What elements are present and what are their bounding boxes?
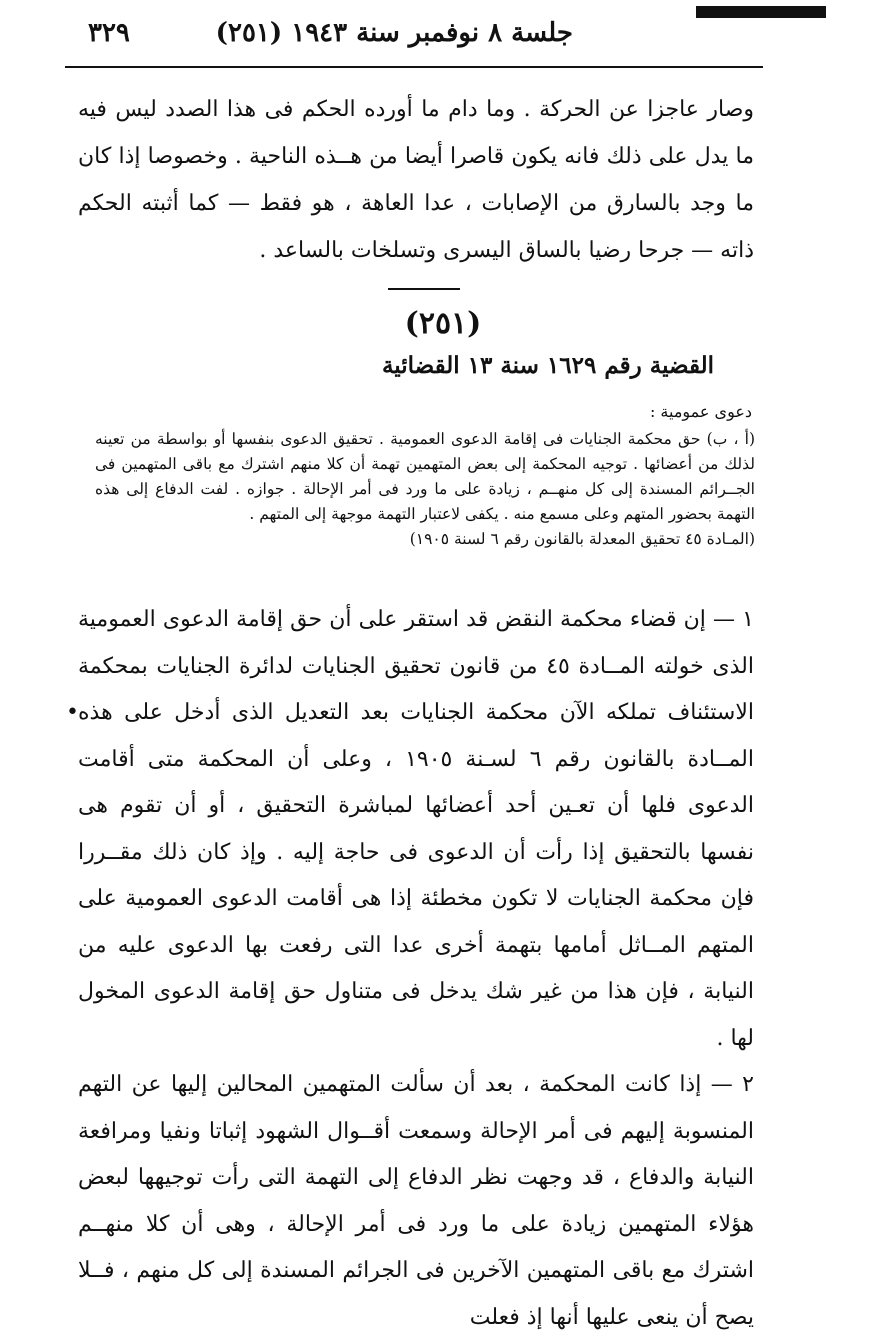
margin-mark: • — [66, 700, 79, 725]
session-title: جلسة ٨ نوفمبر سنة ١٩٤٣ (٢٥١) — [215, 18, 573, 48]
headnote-text: (أ ، ب) حق محكمة الجنايات فى إقامة الدعوى العمومية . تحقيق الدعوى بنفسها أو بواسطة من تعينه لذلك من أعضائها . توجيه المحكمة إلى بعض المتهمين تهمة أن كلا منهم اشترك مع باقى المتهمين فى الجــرائم المسندة إلى كل منهــم ، زيادة على ما ورد فى أمر الإحالة . جوازه . لفت الدفاع إلى هذه التهمة بحضور المتهم وعلى مسمع منه . يكفى لاعتبار التهمة موجهة إلى المتهم . — [95, 430, 755, 523]
previous-case-paragraph: وصار عاجزا عن الحركة . وما دام ما أورده الحكم فى هذا الصدد ليس فيه ما يدل على ذلك فانه يكون قاصرا أيضا من هــذه الناحية . وخصوصا إذا كان ما وجد بالسارق من الإصابات ، عدا العاهة ، هو فقط — كما أثبته الحكم ذاته — جرحا رضيا بالساق اليسرى وتسلخات بالساعد . — [78, 97, 754, 263]
headnote-label: دعوى عمومية : — [649, 402, 752, 421]
header-divider — [65, 66, 763, 68]
running-header — [88, 18, 763, 60]
case-separator — [388, 288, 460, 290]
headnote — [95, 427, 755, 552]
page-number: ٣٢٩ — [88, 18, 130, 48]
ruling-point-1: ١ — إن قضاء محكمة النقض قد استقر على أن حق إقامة الدعوى العمومية الذى خولته المــادة ٤٥ من قانون تحقيق الجنايات لدائرة الجنايات بمحكمة الاستئناف تملكه الآن محكمة الجنايات بعد التعديل الذى أدخل على هذه المــادة بالقانون رقم ٦ لسـنة ١٩٠٥ ، وعلى أن المحكمة متى أقامت الدعوى فلها أن تعـين أحد أعضائها لمباشرة التحقيق ، أو أن تقوم هى نفسها بالتحقيق إذا رأت أن الدعوى فى حاجة إليه . وإذ كان ذلك مقــررا فإن محكمة الجنايات لا تكون مخطئة إذا هى أقامت الدعوى العمومية على المتهم المــاثل أمامها بتهمة أخرى عدا التى رفعت بها الدعوى عليه من النيابة ، فإن هذا من غير شك يدخل فى متناول حق إقامة الدعوى المخول لها . — [78, 607, 754, 1051]
ruling-point-2: ٢ — إذا كانت المحكمة ، بعد أن سألت المتهمين المحالين إليها عن التهم المنسوبة إليهم فى أمر الإحالة وسمعت أقــوال الشهود إثباتا ونفيا ومرافعة النيابة والدفاع ، قد وجهت نظر الدفاع إلى التهمة التى رأت توجيهها لبعض هؤلاء المتهمين زيادة على ما ورد فى أمر الإحالة ، وهى أن كلا منهــم اشترك مع باقى المتهمين الآخرين فى الجرائم المسندة إلى كل منهم ، فــلا يصح أن ينعى عليها أنها إذ فعلت — [78, 1072, 754, 1330]
law-reference: (المـادة ٤٥ تحقيق المعدلة بالقانون رقم ٦ لسنة ١٩٠٥) — [409, 530, 755, 548]
case-number: (٢٥١) — [404, 306, 482, 341]
scan-edge-mark — [696, 6, 826, 18]
ruling-body — [78, 597, 754, 1341]
case-title: القضية رقم ١٦٢٩ سنة ١٣ القضائية — [381, 352, 714, 379]
